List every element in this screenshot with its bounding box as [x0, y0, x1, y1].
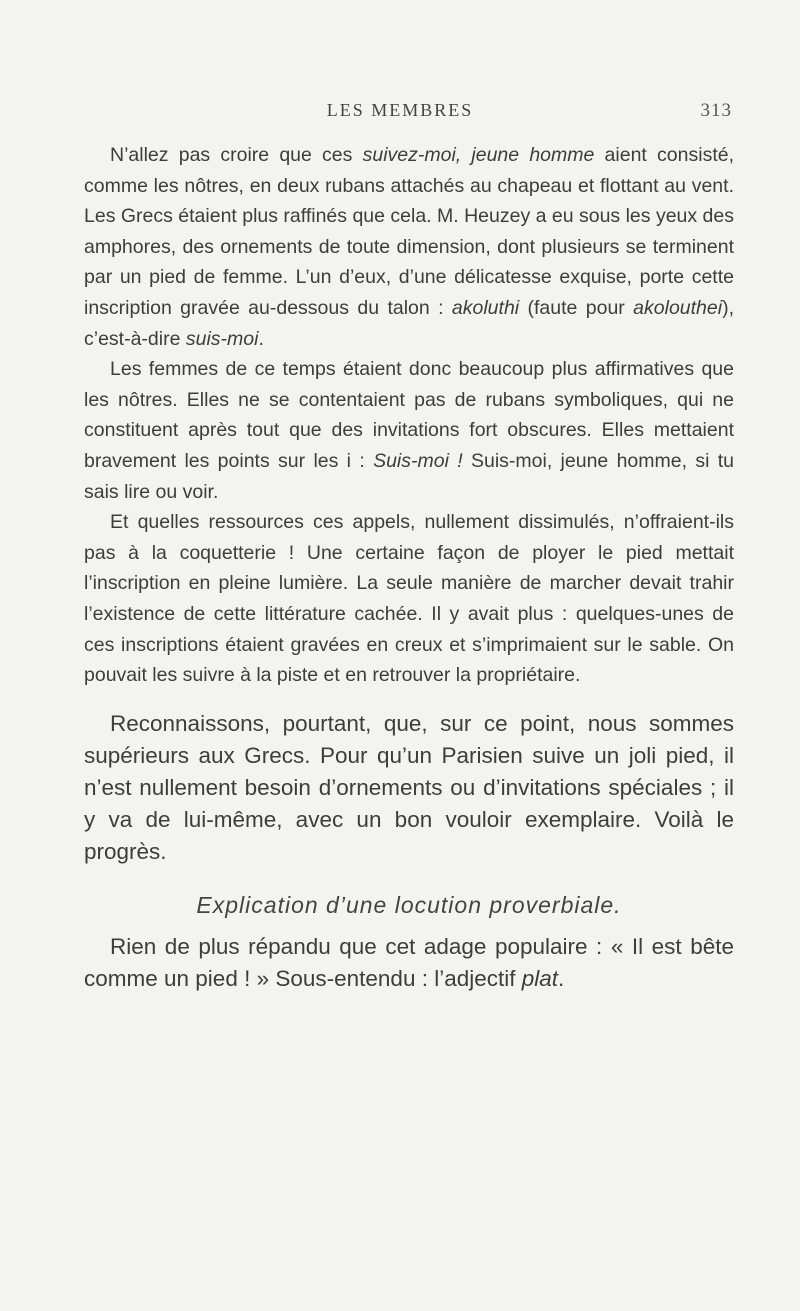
emphasis-suis-moi-exclaim: Suis-moi ! — [373, 449, 463, 472]
running-head — [0, 100, 800, 130]
paragraph-3: Et quelles ressources ces appels, nullement dissimulés, n’offraient-ils pas à la coquetterie ! Une certaine façon de ployer le pied mettait l’inscription en pleine lumière. La seule manière de marcher devait trahir l’existence de cette littérature cachée. Il y avait plus : quelques-unes de ces inscriptions étaient gravées en creux et s’imprimaient sur le sable. On pouvait les suivre à la piste et en retrouver la propriétaire. — [84, 511, 734, 687]
emphasis-suis-moi: suis-moi — [185, 327, 259, 350]
emphasis-suivez-moi: suivez-moi, jeune homme — [362, 144, 595, 166]
text-block — [84, 140, 734, 995]
page-number: 313 — [700, 100, 732, 121]
paragraph-4: Reconnaissons, pourtant, que, sur ce point, nous sommes supérieurs aux Grecs. Pour qu’un Parisien suive un joli pied, il n’est nullement besoin d’ornements ou d’invitations spéciales ; il y va de lui-même, avec un bon vouloir exemplaire. Voilà le progrès. — [84, 710, 734, 864]
large-print-section — [84, 708, 734, 995]
emphasis-plat: plat — [521, 965, 559, 991]
paragraph-5: Rien de plus répandu que cet adage populaire : « Il est bête comme un pied ! » Sous-entendu : l’adjectif plat. — [84, 933, 734, 991]
running-title: LES MEMBRES — [326, 100, 474, 120]
small-print-section — [84, 140, 734, 691]
section-heading: Explication d’une locution proverbiale. — [196, 891, 622, 918]
emphasis-akolouthei: akolouthei — [633, 296, 723, 319]
emphasis-akoluthi: akoluthi — [451, 296, 520, 319]
paragraph-1: N’allez pas croire que ces suivez-moi, jeune homme aient consisté, comme les nôtres, en deux rubans attachés au chapeau et flottant au vent. Les Grecs étaient plus raffinés que cela. M. Heuzey a eu sous les yeux des amphores, des ornements de toute dimension, dont plusieurs se terminent par un pied de femme. L’un d’eux, d’une délicatesse exquise, porte cette inscription gravée au-dessous du talon : akoluthi (faute pour akolouthei), c’est-à-dire suis-moi. — [84, 144, 734, 350]
paragraph-2: Les femmes de ce temps étaient donc beaucoup plus affirmatives que les nôtres. Elles ne se contentaient pas de rubans symboliques, qui ne constituent après tout que des invitations fort obscures. Elles mettaient bravement les points sur les i : Suis-moi ! Suis-moi, jeune homme, si tu sais lire ou voir. — [84, 358, 734, 503]
